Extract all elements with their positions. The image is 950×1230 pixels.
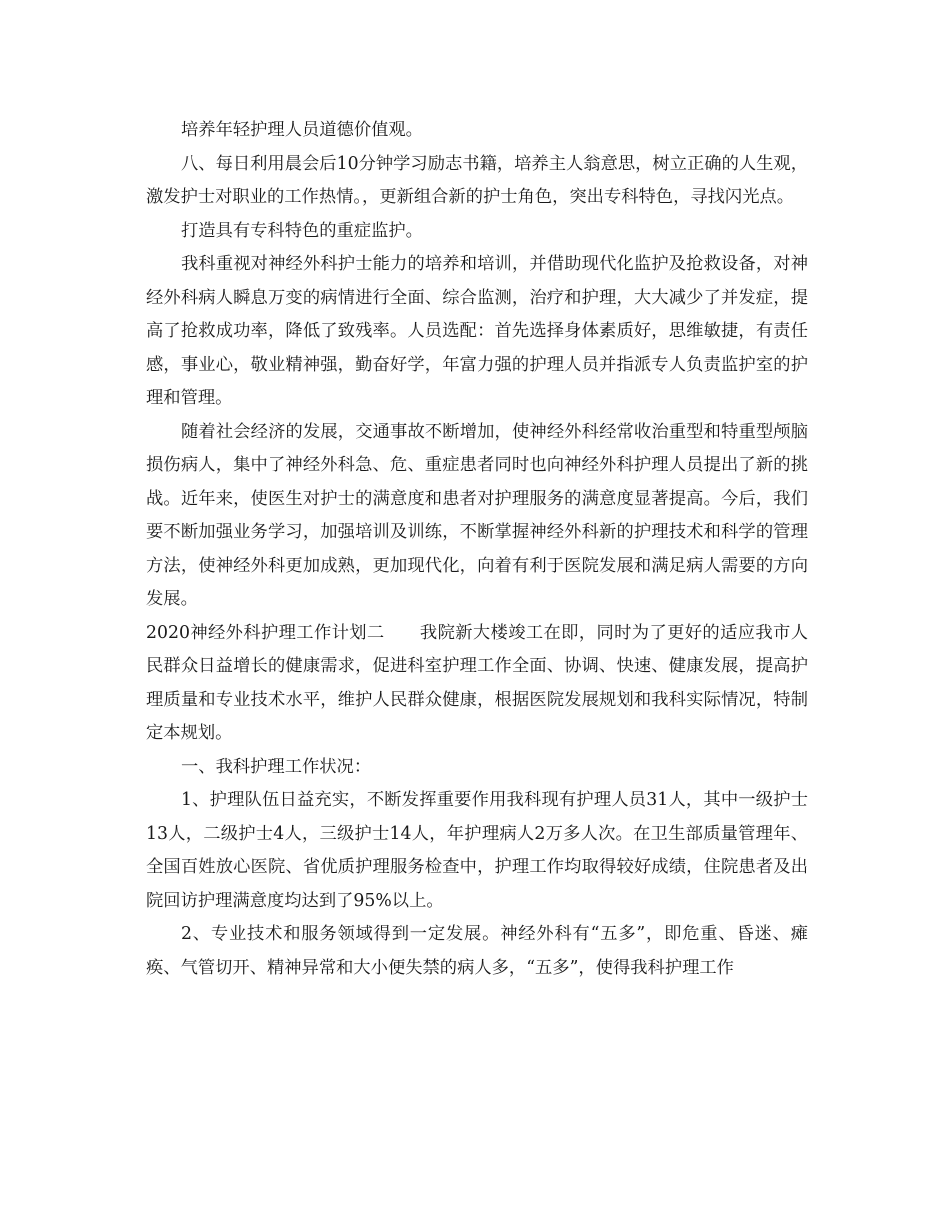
paragraph-6: 2020神经外科护理工作计划二 我院新大楼竣工在即，同时为了更好的适应我市人民群众日益增长的健康需求，促进科室护理工作全面、协调、快速、健康发展，提高护理质量和专业技术水平，维护人民群众健康，根据医院发展规划和我科实际情况，特制定本规划。 xyxy=(146,622,808,743)
paragraph-4: 我科重视对神经外科护士能力的培养和培训，并借助现代化监护及抢救设备，对神经外科病人瞬息万变的病情进行全面、综合监测，治疗和护理，大大减少了并发症，提高了抢救成功率，降低了致残率。人员选配：首先选择身体素质好，思维敏捷，有责任感，事业心，敬业精神强，勤奋好学，年富力强的护理人员并指派专人负责监护室的护理和管理。 xyxy=(146,254,808,408)
paragraph-1: 培养年轻护理人员道德价值观。 xyxy=(181,120,423,140)
paragraph-8: 1、护理队伍日益充实，不断发挥重要作用我科现有护理人员31人，其中一级护士13人，二级护士4人，三级护士14人，年护理病人2万多人次。在卫生部质量管理年、全国百姓放心医院、省优质护理服务检查中，护理工作均取得较好成绩，住院患者及出院回访护理满意度均达到了95%以上。 xyxy=(146,790,808,911)
paragraph-9: 2、专业技术和服务领域得到一定发展。神经外科有“五多”，即危重、昏迷、瘫痪、气管切开、精神异常和大小便失禁的病人多，“五多”，使得我科护理工作 xyxy=(146,924,808,978)
paragraph-3: 打造具有专科特色的重症监护。 xyxy=(181,220,423,241)
document-page xyxy=(146,114,808,985)
paragraph-2: 八、每日利用晨会后10分钟学习励志书籍，培养主人翁意思，树立正确的人生观，激发护士对职业的工作热情。，更新组合新的护士角色，突出专科特色，寻找闪光点。 xyxy=(146,153,808,207)
paragraph-5: 随着社会经济的发展，交通事故不断增加，使神经外科经常收治重型和特重型颅脑损伤病人，集中了神经外科急、危、重症患者同时也向神经外科护理人员提出了新的挑战。近年来，使医生对护士的满意度和患者对护理服务的满意度显著提高。今后，我们要不断加强业务学习，加强培训及训练，不断掌握神经外科新的护理技术和科学的管理方法，使神经外科更加成熟，更加现代化，向着有利于医院发展和满足病人需要的方向发展。 xyxy=(146,421,808,609)
paragraph-7: 一、我科护理工作状况： xyxy=(181,756,372,777)
